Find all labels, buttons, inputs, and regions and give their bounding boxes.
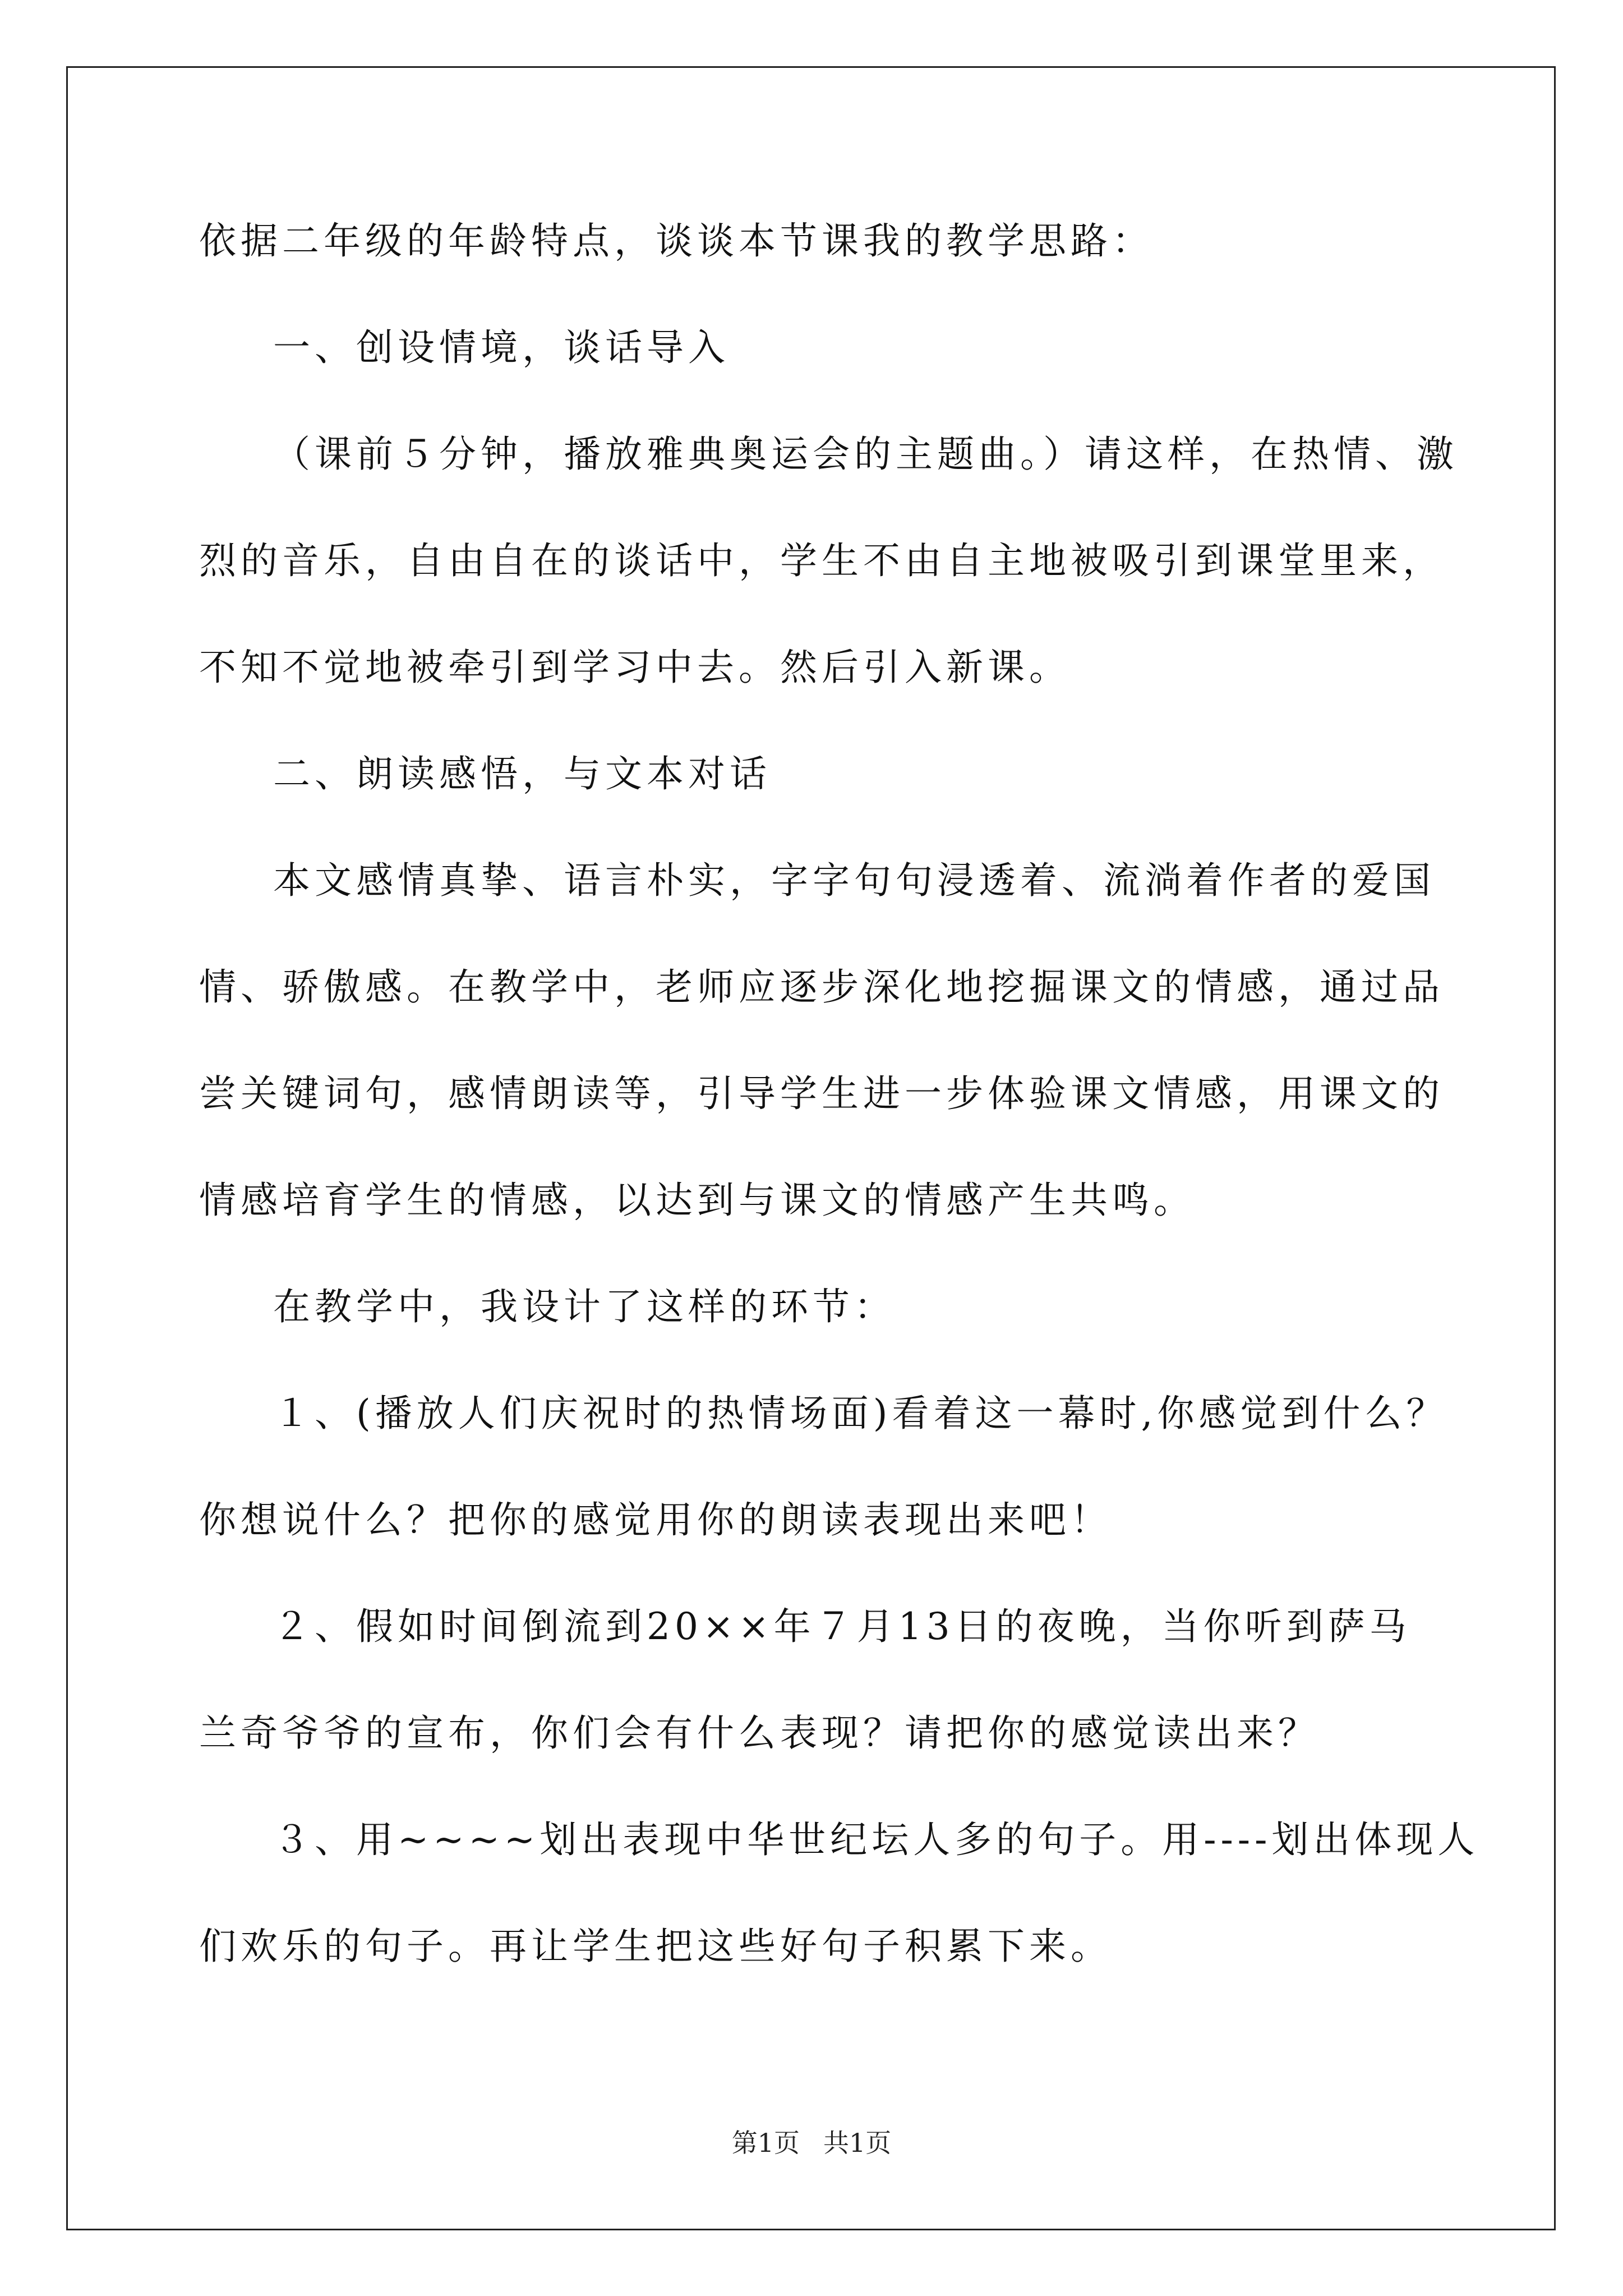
section-heading-2: 二、朗读感悟，与文本对话 (273, 752, 771, 795)
list-item-2: ２、假如时间倒流到20××年７月13日的夜晚，当你听到萨马 (273, 1605, 1411, 1648)
section-heading-1: 一、创设情境，谈话导入 (273, 326, 730, 369)
paragraph-line: 在教学中，我设计了这样的环节： (273, 1285, 896, 1328)
paragraph-line: 本文感情真挚、语言朴实，字字句句浸透着、流淌着作者的爱国 (273, 859, 1435, 902)
paragraph-line: 烈的音乐，自由自在的谈话中，学生不由自主地被吸引到课堂里来， (199, 539, 1444, 582)
page-footer (0, 2126, 1623, 2160)
paragraph-line: 不知不觉地被牵引到学习中去。然后引入新课。 (199, 646, 1071, 689)
list-item-1: １、(播放人们庆祝时的热情场面)看着这一幕时,你感觉到什么？ (273, 1392, 1448, 1435)
page-border (66, 66, 1556, 2230)
page-total: 共1页 (823, 2128, 892, 2158)
paragraph-line: 情感培育学生的情感，以达到与课文的情感产生共鸣。 (199, 1179, 1195, 1222)
list-item-3: ３、用~~~~划出表现中华世纪坛人多的句子。用----划出体现人 (273, 1818, 1479, 1861)
paragraph-line: 兰奇爷爷的宣布，你们会有什么表现？请把你的感觉读出来？ (199, 1711, 1320, 1755)
paragraph-line: 们欢乐的句子。再让学生把这些好句子积累下来。 (199, 1925, 1112, 1968)
paragraph-intro: 依据二年级的年龄特点，谈谈本节课我的教学思路： (199, 219, 1154, 263)
paragraph-line: 尝关键词句，感情朗读等，引导学生进一步体验课文情感，用课文的 (199, 1072, 1444, 1115)
page-number: 第1页 (731, 2128, 800, 2158)
paragraph-line: 情、骄傲感。在教学中，老师应逐步深化地挖掘课文的情感，通过品 (199, 965, 1444, 1009)
paragraph-line: （课前５分钟，播放雅典奥运会的主题曲。）请这样，在热情、激 (273, 432, 1458, 476)
paragraph-line: 你想说什么？把你的感觉用你的朗读表现出来吧！ (199, 1498, 1112, 1542)
